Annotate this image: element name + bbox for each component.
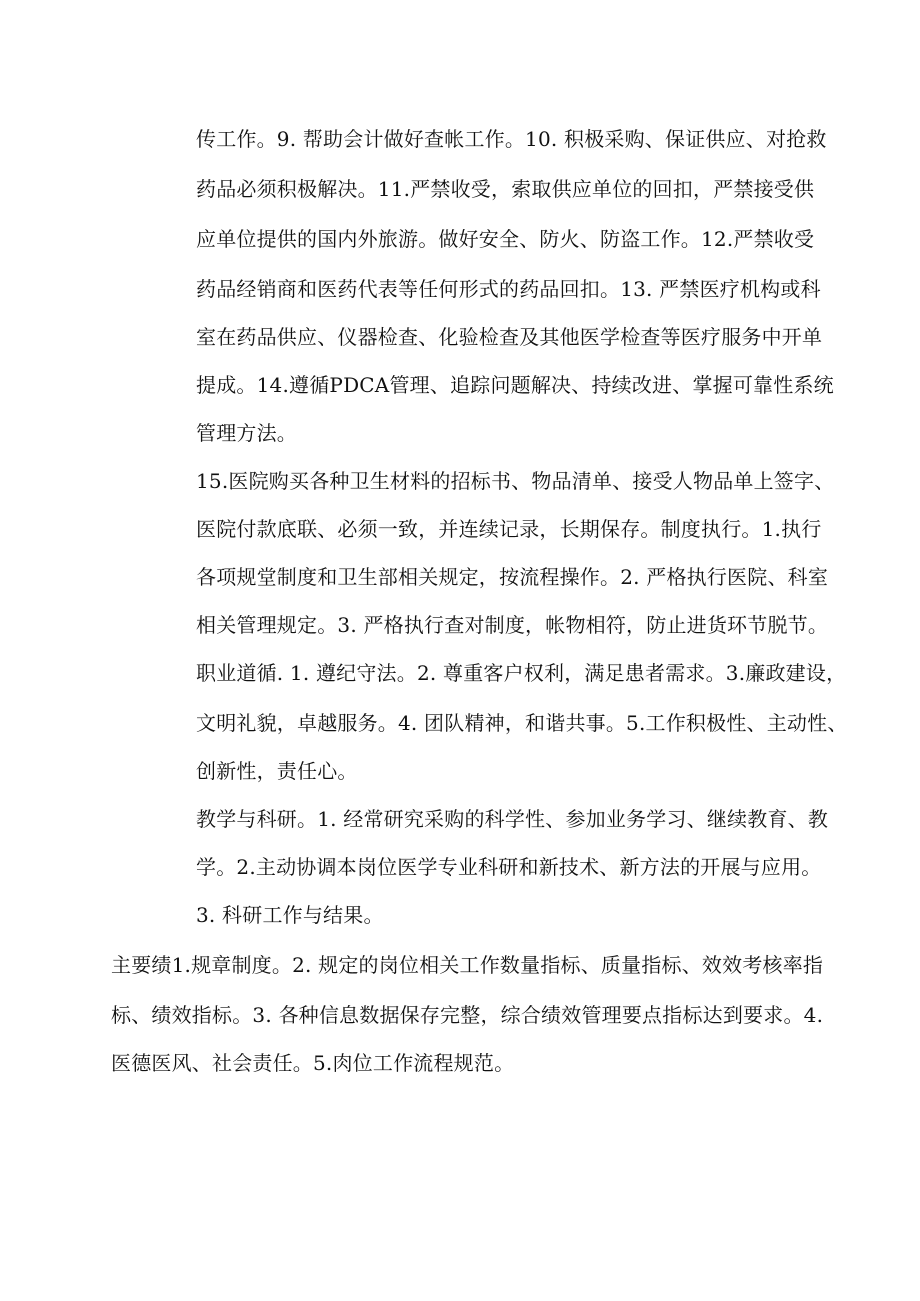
text-line: 创新性，责任心。 (196, 759, 358, 783)
text-line: 相关管理规定。3. 严格执行查对制度，帐物相符，防止进货环节脱节。 (196, 613, 829, 637)
text-line: 各项规堂制度和卫生部相关规定，按流程操作。2. 严格执行医院、科室 (196, 565, 829, 589)
text-line: 药品经销商和医药代表等任何形式的药品回扣。13. 严禁医疗机构或科 (196, 277, 821, 301)
text-line: 应单位提供的国内外旅游。做好安全、防火、防盗工作。12.严禁收受 (196, 227, 815, 251)
text-line: 标、绩效指标。3. 各种信息数据保存完整，综合绩效管理要点指标达到要求。4. (111, 1003, 824, 1027)
text-line: 室在药品供应、仪器检查、化验检查及其他医学检查等医疗服务中开单 (196, 325, 823, 349)
text-line: 学。2.主动协调本岗位医学专业科研和新技术、新方法的开展与应用。 (196, 855, 822, 879)
text-line: 医院付款底联、必须一致，并连续记录，长期保存。制度执行。1.执行 (196, 517, 822, 541)
text-line: 职业道循. 1. 遵纪守法。2. 尊重客户权利，满足患者需求。3.廉政建设， (196, 661, 847, 685)
text-line: 3. 科研工作与结果。 (196, 903, 384, 927)
text-line: 提成。14.遵循PDCA管理、追踪问题解决、持续改进、掌握可靠性系统 (196, 373, 834, 397)
text-line: 15.医院购买各种卫生材料的招标书、物品清单、接受人物品单上签字、 (196, 469, 835, 493)
text-line: 主要绩1.规章制度。2. 规定的岗位相关工作数量指标、质量指标、效效考核率指 (111, 953, 824, 977)
text-line: 文明礼貌，卓越服务。4. 团队精神，和谐共事。5.工作积极性、主动性、 (196, 711, 848, 735)
text-line: 传工作。9. 帮助会计做好查帐工作。10. 积极采购、保证供应、对抢救 (196, 127, 827, 151)
text-line: 药品必须积极解决。11.严禁收受，索取供应单位的回扣，严禁接受供 (196, 177, 815, 201)
text-line: 教学与科研。1. 经常研究采购的科学性、参加业务学习、继续教育、教 (196, 807, 829, 831)
text-line: 医德医风、社会责任。5.肉位工作流程规范。 (111, 1051, 515, 1075)
text-line: 管理方法。 (196, 421, 297, 445)
